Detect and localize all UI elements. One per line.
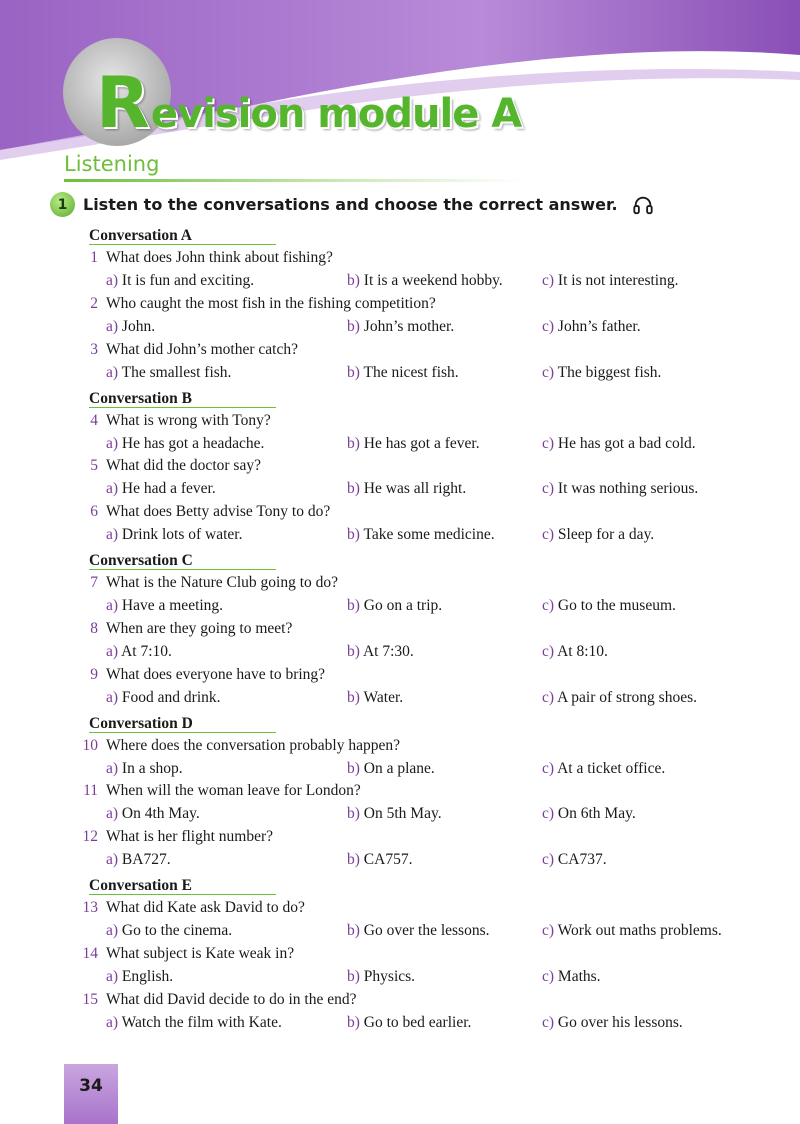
option-text: The smallest fish. [121, 363, 232, 381]
answer-option[interactable] [106, 1014, 282, 1032]
option-letter: c) [542, 526, 555, 544]
question-text: What does Betty advise Tony to do? [106, 503, 331, 521]
option-letter: b) [347, 642, 360, 660]
option-text: He had a fever. [121, 480, 216, 498]
answer-option[interactable] [106, 480, 216, 498]
option-text: In a shop. [121, 759, 183, 777]
option-letter: a) [106, 759, 119, 777]
title-rest: evision module A [150, 91, 522, 137]
option-letter: a) [106, 642, 119, 660]
option-letter: c) [542, 851, 555, 869]
answer-option[interactable] [347, 968, 415, 986]
option-text: Maths. [557, 967, 601, 985]
headphones-icon [632, 194, 654, 216]
option-text: It is fun and exciting. [121, 272, 255, 289]
option-text: Go over his lessons. [557, 1013, 683, 1031]
option-text: It is not interesting. [557, 272, 679, 289]
option-letter: b) [347, 1013, 360, 1031]
answer-option[interactable] [106, 364, 231, 382]
option-text: He has got a bad cold. [557, 434, 696, 452]
option-letter: b) [347, 272, 360, 289]
answer-option[interactable] [347, 364, 459, 382]
answer-option[interactable] [347, 435, 480, 453]
question-text: What does everyone have to bring? [106, 665, 326, 683]
option-letter: b) [347, 922, 360, 939]
option-text: On 6th May. [557, 805, 636, 823]
option-letter: a) [106, 851, 119, 869]
option-letter: c) [542, 642, 555, 660]
question-text: What did John’s mother catch? [106, 340, 298, 358]
option-text: John’s mother. [363, 317, 455, 335]
option-letter: c) [542, 759, 555, 777]
answer-option[interactable] [542, 851, 607, 869]
exercise-number-badge: 1 [50, 192, 75, 217]
question-number: 6 [90, 503, 98, 521]
option-text: Food and drink. [121, 688, 221, 706]
option-letter: a) [106, 317, 119, 335]
page-title [96, 62, 521, 144]
answer-option[interactable] [347, 643, 414, 661]
option-letter: b) [347, 688, 360, 706]
answer-option[interactable] [542, 968, 601, 986]
answer-option[interactable] [347, 597, 442, 615]
option-letter: a) [106, 272, 119, 289]
option-letter: c) [542, 688, 555, 706]
answer-option[interactable] [542, 597, 676, 615]
question-text: What does John think about fishing? [106, 249, 333, 267]
answer-option[interactable] [106, 760, 183, 778]
option-text: Have a meeting. [121, 597, 224, 614]
conversation-heading: Conversation D [89, 715, 276, 733]
question-number: 9 [90, 665, 98, 683]
option-text: A pair of strong shoes. [557, 688, 697, 706]
option-text: Physics. [363, 967, 416, 985]
answer-option[interactable] [106, 318, 155, 336]
option-letter: c) [542, 967, 555, 985]
instruction-text: Listen to the conversations and choose the correct answer. [83, 195, 618, 214]
option-letter: c) [542, 1013, 555, 1031]
answer-option[interactable] [542, 689, 697, 707]
option-text: Go over the lessons. [363, 922, 490, 939]
answer-option[interactable] [106, 272, 254, 290]
option-text: He has got a fever. [363, 434, 480, 452]
answer-option[interactable] [106, 643, 172, 661]
page-number: 34 [79, 1076, 103, 1096]
answer-option[interactable] [347, 760, 435, 778]
answer-option[interactable] [542, 435, 696, 453]
answer-option[interactable] [542, 805, 636, 823]
option-text: Drink lots of water. [121, 526, 243, 544]
answer-option[interactable] [347, 922, 490, 940]
option-letter: c) [542, 363, 555, 381]
option-text: Go on a trip. [363, 597, 443, 614]
option-letter: c) [542, 922, 555, 939]
option-letter: b) [347, 759, 360, 777]
option-letter: b) [347, 805, 360, 823]
option-text: John’s father. [557, 317, 641, 335]
option-text: At a ticket office. [557, 759, 666, 777]
option-text: At 7:10. [121, 642, 172, 660]
exercise-instruction [50, 192, 654, 217]
question-number: 4 [90, 411, 98, 429]
option-letter: a) [106, 922, 119, 939]
section-divider [64, 179, 524, 182]
option-text: English. [121, 967, 174, 985]
option-text: Go to the museum. [557, 597, 676, 614]
question-text: Where does the conversation probably happen? [106, 736, 400, 754]
option-text: It is a weekend hobby. [363, 272, 503, 289]
answer-option[interactable] [106, 435, 264, 453]
answer-option[interactable] [542, 922, 722, 940]
question-text: What did the doctor say? [106, 457, 261, 475]
answer-option[interactable] [106, 851, 171, 869]
question-number: 2 [90, 294, 98, 312]
answer-option[interactable] [542, 272, 678, 290]
conversation-heading: Conversation C [89, 552, 276, 570]
option-text: At 8:10. [557, 642, 608, 660]
option-letter: a) [106, 967, 119, 985]
option-letter: c) [542, 434, 555, 452]
option-letter: b) [347, 317, 360, 335]
answer-option[interactable] [347, 851, 412, 869]
answer-option[interactable] [347, 318, 454, 336]
option-letter: a) [106, 805, 119, 823]
answer-option[interactable] [106, 922, 232, 940]
question-number: 14 [82, 944, 98, 962]
question-text: Who caught the most fish in the fishing competition? [106, 294, 436, 312]
option-text: CA737. [557, 851, 607, 869]
option-text: John. [121, 317, 156, 335]
question-number: 10 [82, 736, 98, 754]
option-text: He was all right. [363, 480, 467, 498]
option-text: Work out maths problems. [557, 922, 722, 939]
question-number: 7 [90, 574, 98, 592]
question-number: 12 [82, 828, 98, 846]
question-text: What did David decide to do in the end? [106, 990, 357, 1008]
option-letter: c) [542, 317, 555, 335]
option-text: The nicest fish. [363, 363, 459, 381]
option-text: On 4th May. [121, 805, 200, 823]
answer-option[interactable] [542, 364, 661, 382]
answer-option[interactable] [542, 643, 608, 661]
option-letter: c) [542, 805, 555, 823]
option-letter: a) [106, 363, 119, 381]
title-initial: R [96, 62, 149, 144]
option-letter: a) [106, 597, 119, 614]
question-number: 13 [82, 899, 98, 917]
option-text: Sleep for a day. [557, 526, 655, 544]
answer-option[interactable] [347, 272, 503, 290]
option-text: Take some medicine. [363, 526, 495, 544]
question-number: 5 [90, 457, 98, 475]
option-letter: c) [542, 597, 555, 614]
conversation-heading: Conversation A [89, 227, 276, 245]
answer-option[interactable] [542, 760, 665, 778]
option-letter: b) [347, 434, 360, 452]
option-letter: a) [106, 688, 119, 706]
question-number: 8 [90, 619, 98, 637]
answer-option[interactable] [542, 318, 641, 336]
answer-option[interactable] [347, 805, 442, 823]
option-text: Watch the film with Kate. [121, 1013, 282, 1031]
answer-option[interactable] [347, 689, 403, 707]
option-letter: b) [347, 967, 360, 985]
option-text: Go to the cinema. [121, 922, 233, 939]
answer-option[interactable] [347, 526, 495, 544]
question-text: What is the Nature Club going to do? [106, 574, 339, 592]
option-letter: a) [106, 526, 119, 544]
question-text: What is wrong with Tony? [106, 411, 271, 429]
option-letter: a) [106, 434, 119, 452]
answer-option[interactable] [106, 689, 221, 707]
option-text: On a plane. [363, 759, 435, 777]
option-text: On 5th May. [363, 805, 442, 823]
option-text: Water. [363, 688, 404, 706]
question-text: When are they going to meet? [106, 619, 293, 637]
answer-option[interactable] [106, 597, 223, 615]
question-text: When will the woman leave for London? [106, 782, 361, 800]
option-text: CA757. [363, 851, 413, 869]
answer-option[interactable] [347, 1014, 471, 1032]
option-text: BA727. [121, 851, 171, 869]
question-text: What subject is Kate weak in? [106, 944, 295, 962]
option-letter: c) [542, 480, 555, 498]
option-letter: a) [106, 1013, 119, 1031]
answer-option[interactable] [542, 480, 698, 498]
question-number: 15 [82, 990, 98, 1008]
option-text: The biggest fish. [557, 363, 662, 381]
option-letter: b) [347, 851, 360, 869]
option-letter: b) [347, 363, 360, 381]
answer-option[interactable] [347, 480, 466, 498]
conversation-heading: Conversation E [89, 877, 276, 895]
answer-option[interactable] [542, 526, 654, 544]
question-number: 1 [90, 249, 98, 267]
option-text: Go to bed earlier. [363, 1013, 472, 1031]
answer-option[interactable] [542, 1014, 683, 1032]
option-letter: b) [347, 597, 360, 614]
option-letter: b) [347, 480, 360, 498]
answer-option[interactable] [106, 805, 200, 823]
option-letter: c) [542, 272, 555, 289]
option-letter: a) [106, 480, 119, 498]
answer-option[interactable] [106, 968, 173, 986]
question-number: 3 [90, 340, 98, 358]
question-text: What did Kate ask David to do? [106, 899, 305, 917]
question-number: 11 [83, 782, 98, 800]
conversation-heading: Conversation B [89, 390, 276, 408]
option-text: He has got a headache. [121, 434, 265, 452]
option-text: It was nothing serious. [557, 480, 699, 498]
question-text: What is her flight number? [106, 828, 274, 846]
answer-option[interactable] [106, 526, 242, 544]
section-title: Listening [64, 152, 160, 176]
option-text: At 7:30. [362, 642, 414, 660]
option-letter: b) [347, 526, 360, 544]
